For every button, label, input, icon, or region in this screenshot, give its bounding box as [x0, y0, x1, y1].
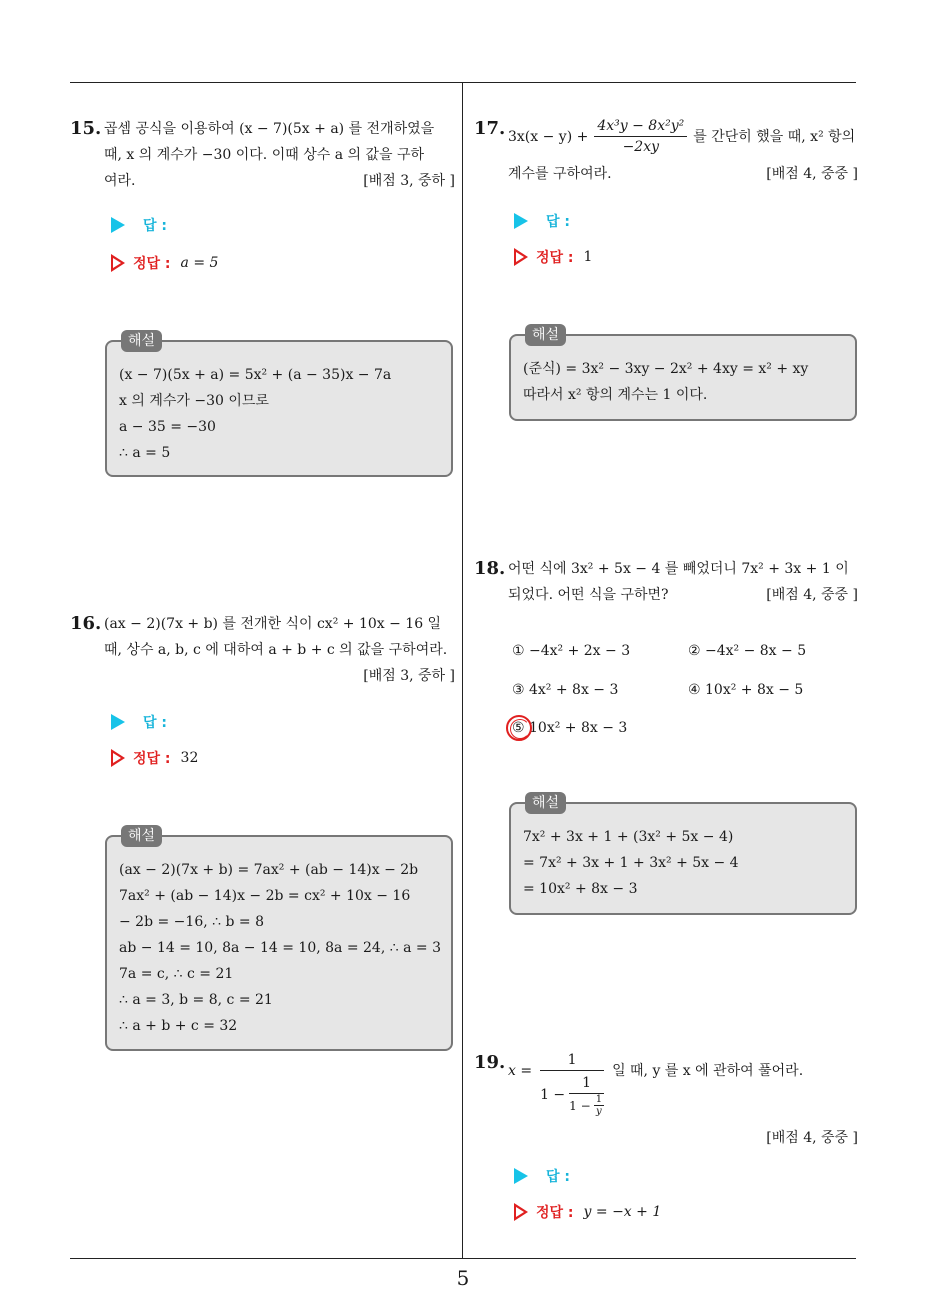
solution-box	[105, 828, 453, 1051]
solution-tag: 해설	[121, 825, 162, 847]
question-17	[474, 116, 858, 187]
inner-numerator: 1	[569, 1073, 604, 1094]
correct-answer-value: 1	[583, 249, 593, 265]
choice-2[interactable]: ② −4x² − 8x − 5	[688, 643, 807, 659]
correct-label: 정답 :	[536, 1205, 574, 1221]
question-text-line: (ax − 2)(7x + b) 를 전개한 식이 cx² + 10x − 16 일	[104, 616, 442, 632]
top-rule	[70, 82, 856, 83]
solution-box	[509, 795, 857, 915]
question-18	[474, 556, 858, 608]
correct-answer-row	[111, 253, 218, 273]
answer-label: 답 :	[143, 715, 167, 731]
fraction-denominator: −2xy	[622, 139, 660, 155]
solution-line: = 10x² + 8x − 3	[523, 881, 638, 897]
solution-line: a − 35 = −30	[119, 419, 216, 435]
question-number: 15.	[70, 118, 102, 139]
play-icon	[514, 1168, 528, 1184]
question-text-line: 때, x 의 계수가 −30 이다. 이때 상수 a 의 값을 구하	[104, 147, 425, 163]
question-number: 18.	[474, 558, 506, 579]
answer-label: 답 :	[546, 1169, 570, 1185]
question-19	[474, 1050, 858, 1151]
inner-fraction	[569, 1073, 604, 1117]
solution-line: x 의 계수가 −30 이므로	[119, 393, 269, 409]
fraction	[594, 116, 687, 157]
fraction-numerator: 4x³y − 8x²y²	[594, 116, 687, 137]
correct-label: 정답 :	[133, 256, 171, 272]
correct-label: 정답 :	[133, 751, 171, 767]
fraction-denominator	[540, 1073, 604, 1117]
solution-line: (ax − 2)(7x + b) = 7ax² + (ab − 14)x − 2b	[119, 862, 419, 878]
solution-line: 7a = c, ∴ c = 21	[119, 966, 234, 982]
score-label: [배점 3, 중하 ]	[363, 173, 455, 189]
solution-line: 7x² + 3x + 1 + (3x² + 5x − 4)	[523, 829, 734, 845]
question-text-line: 되었다. 어떤 식을 구하면?	[508, 587, 669, 603]
choice-1[interactable]: ① −4x² + 2x − 3	[512, 643, 631, 659]
solution-box	[105, 333, 453, 477]
fraction-numerator: 1	[540, 1050, 604, 1071]
solution-line: (x − 7)(5x + a) = 5x² + (a − 35)x − 7a	[119, 367, 392, 383]
solution-line: ab − 14 = 10, 8a − 14 = 10, 8a = 24, ∴ a = 3	[119, 940, 441, 956]
play-icon	[111, 714, 125, 730]
answer-label: 답 :	[143, 218, 167, 234]
question-text-line: 계수를 구하여라.	[508, 166, 612, 182]
question-15	[70, 116, 455, 194]
question-text-line: 를 간단히 했을 때, x² 항의	[693, 128, 856, 145]
correct-label: 정답 :	[536, 250, 574, 266]
page-number: 5	[456, 1266, 470, 1290]
solution-line: ∴ a + b + c = 32	[119, 1018, 238, 1034]
solution-line: 7ax² + (ab − 14)x − 2b = cx² + 10x − 16	[119, 888, 411, 904]
outline-play-icon	[111, 749, 125, 767]
answer-row	[111, 215, 167, 235]
solution-line: 따라서 x² 항의 계수는 1 이다.	[523, 387, 708, 403]
choice-3[interactable]: ③ 4x² + 8x − 3	[512, 682, 619, 698]
answer-row	[111, 712, 167, 732]
outline-play-icon	[111, 254, 125, 272]
answer-label: 답 :	[546, 214, 570, 230]
score-label: [배점 4, 중중 ]	[766, 587, 858, 603]
question-16	[70, 611, 455, 689]
choice-5[interactable]: ⑤ 10x² + 8x − 3	[512, 720, 628, 736]
outline-play-icon	[514, 248, 528, 266]
correct-answer-value: y = −x + 1	[583, 1204, 662, 1220]
correct-answer-row	[111, 748, 198, 768]
question-number: 17.	[474, 118, 506, 139]
correct-answer-value: 32	[180, 750, 199, 766]
question-text-line: 때, 상수 a, b, c 에 대하여 a + b + c 의 값을 구하여라.	[104, 642, 448, 658]
expression-left: 3x(x − y) +	[508, 128, 589, 145]
play-icon	[514, 213, 528, 229]
solution-tag: 해설	[121, 330, 162, 352]
solution-line: ∴ a = 5	[119, 445, 171, 461]
outline-play-icon	[514, 1203, 528, 1221]
solution-line: (준식) = 3x² − 3xy − 2x² + 4xy = x² + xy	[523, 361, 809, 377]
solution-line: ∴ a = 3, b = 8, c = 21	[119, 992, 273, 1008]
bottom-rule	[70, 1258, 856, 1259]
correct-answer-value: a = 5	[180, 255, 219, 271]
question-text-line: 여라.	[104, 173, 136, 189]
denominator-text: 1 −	[540, 1087, 566, 1103]
innermost-denominator: y	[596, 1106, 602, 1117]
question-text-line: 어떤 식에 3x² + 5x − 4 를 빼었더니 7x² + 3x + 1 이	[508, 561, 849, 577]
question-number: 19.	[474, 1052, 506, 1073]
solution-tag: 해설	[525, 324, 566, 346]
play-icon	[111, 217, 125, 233]
expression-left: x =	[508, 1063, 533, 1079]
complex-fraction	[540, 1050, 604, 1117]
innermost-numerator: 1	[595, 1094, 603, 1105]
score-label: [배점 4, 중중 ]	[766, 1130, 858, 1146]
question-text-line: 일 때, y 를 x 에 관하여 풀어라.	[612, 1063, 804, 1079]
answer-row	[514, 211, 570, 231]
correct-answer-row	[514, 247, 592, 267]
question-text-line: 곱셈 공식을 이용하여 (x − 7)(5x + a) 를 전개하였을	[104, 121, 435, 137]
column-divider	[462, 83, 463, 1258]
question-number: 16.	[70, 613, 102, 634]
innermost-fraction	[594, 1094, 604, 1117]
inner-denominator-text: 1 −	[569, 1098, 591, 1113]
solution-tag: 해설	[525, 792, 566, 814]
choice-4[interactable]: ④ 10x² + 8x − 5	[688, 682, 804, 698]
solution-line: = 7x² + 3x + 1 + 3x² + 5x − 4	[523, 855, 739, 871]
score-label: [배점 3, 중하 ]	[363, 668, 455, 684]
inner-denominator	[569, 1094, 604, 1117]
solution-box	[509, 327, 857, 421]
selected-answer-circle-icon	[506, 715, 532, 741]
answer-row	[514, 1166, 570, 1186]
correct-answer-row	[514, 1202, 661, 1222]
score-label: [배점 4, 중중 ]	[766, 166, 858, 182]
solution-line: − 2b = −16, ∴ b = 8	[119, 914, 264, 930]
